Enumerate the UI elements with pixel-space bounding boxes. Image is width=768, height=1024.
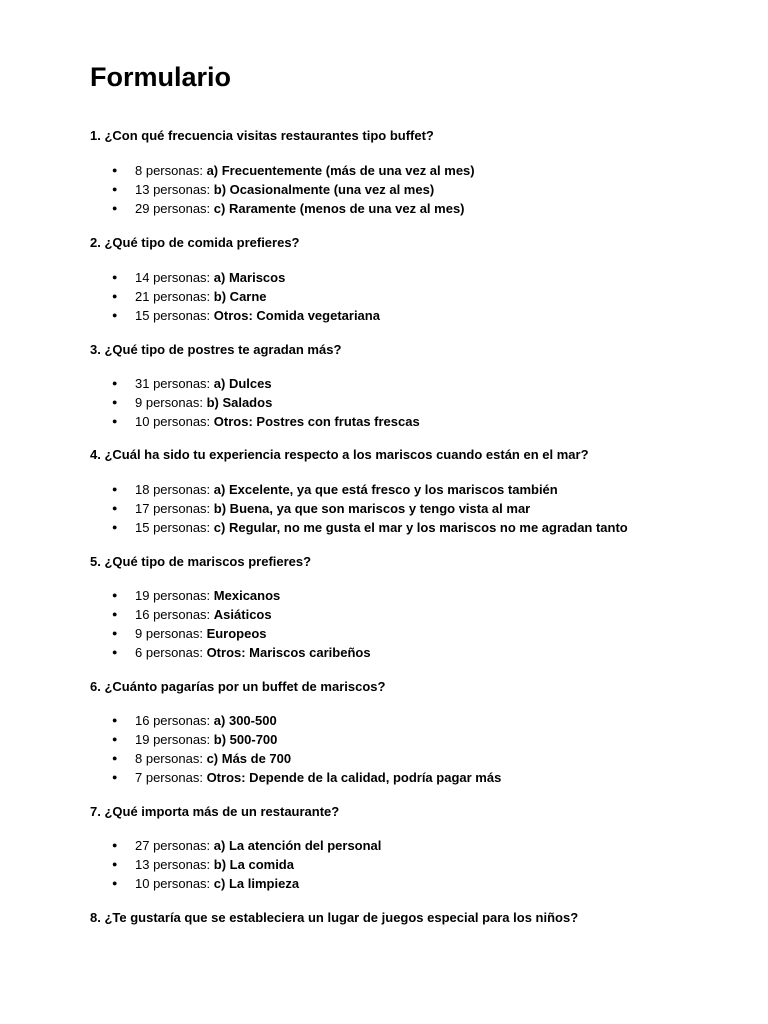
bullet-icon: ●	[112, 628, 118, 638]
bullet-icon: ●	[112, 772, 118, 782]
list-item: ● 10 personas: Otros: Postres con frutas frescas	[112, 414, 420, 429]
list-item: ● 16 personas: a) 300-500	[112, 713, 277, 728]
list-item: ● 10 personas: c) La limpieza	[112, 876, 300, 891]
list-item: ● 16 personas: Asiáticos	[112, 607, 272, 622]
bullet-icon: ●	[112, 840, 118, 850]
bullet-icon: ●	[112, 203, 118, 213]
list-item: ● 19 personas: b) 500-700	[112, 732, 278, 747]
bullet-icon: ●	[112, 397, 118, 407]
bullet-icon: ●	[112, 291, 118, 301]
bullet-icon: ●	[112, 859, 118, 869]
question-2: 2. ¿Qué tipo de comida prefieres?	[90, 235, 300, 250]
bullet-icon: ●	[112, 310, 118, 320]
bullet-icon: ●	[112, 609, 118, 619]
question-1: 1. ¿Con qué frecuencia visitas restaurantes tipo buffet?	[90, 128, 434, 143]
question-7: 7. ¿Qué importa más de un restaurante?	[90, 804, 340, 819]
bullet-icon: ●	[112, 647, 118, 657]
page-title: Formulario	[90, 62, 232, 92]
list-item: ● 15 personas: Otros: Comida vegetariana	[112, 308, 380, 323]
bullet-icon: ●	[112, 184, 118, 194]
answer-list-6	[90, 711, 501, 787]
question-3: 3. ¿Qué tipo de postres te agradan más?	[90, 342, 342, 357]
list-item: ● 19 personas: Mexicanos	[112, 588, 281, 603]
question-4: 4. ¿Cuál ha sido tu experiencia respecto a los mariscos cuando están en el mar?	[90, 447, 589, 462]
answer-list-3	[90, 374, 420, 431]
bullet-icon: ●	[112, 484, 118, 494]
bullet-icon: ●	[112, 734, 118, 744]
list-item: ● 14 personas: a) Mariscos	[112, 270, 286, 285]
bullet-icon: ●	[112, 753, 118, 763]
answer-list-7	[90, 836, 381, 893]
list-item: ● 17 personas: b) Buena, ya que son mariscos y tengo vista al mar	[112, 501, 531, 516]
list-item: ● 8 personas: a) Frecuentemente (más de una vez al mes)	[112, 163, 475, 178]
answer-list-5	[90, 586, 371, 662]
bullet-icon: ●	[112, 715, 118, 725]
answer-list-1	[90, 161, 475, 218]
list-item: ● 8 personas: c) Más de 700	[112, 751, 292, 766]
bullet-icon: ●	[112, 522, 118, 532]
list-item: ● 7 personas: Otros: Depende de la calidad, podría pagar más	[112, 770, 502, 785]
list-item: ● 18 personas: a) Excelente, ya que está fresco y los mariscos también	[112, 482, 558, 497]
question-6: 6. ¿Cuánto pagarías por un buffet de mariscos?	[90, 679, 386, 694]
answer-list-2	[90, 268, 380, 325]
question-5: 5. ¿Qué tipo de mariscos prefieres?	[90, 554, 312, 569]
list-item: ● 15 personas: c) Regular, no me gusta el mar y los mariscos no me agradan tanto	[112, 520, 628, 535]
list-item: ● 13 personas: b) La comida	[112, 857, 294, 872]
bullet-icon: ●	[112, 165, 118, 175]
list-item: ● 29 personas: c) Raramente (menos de una vez al mes)	[112, 201, 465, 216]
list-item: ● 31 personas: a) Dulces	[112, 376, 272, 391]
list-item: ● 9 personas: Europeos	[112, 626, 267, 641]
list-item: ● 6 personas: Otros: Mariscos caribeños	[112, 645, 371, 660]
bullet-icon: ●	[112, 416, 118, 426]
list-item: ● 9 personas: b) Salados	[112, 395, 273, 410]
list-item: ● 13 personas: b) Ocasionalmente (una vez al mes)	[112, 182, 435, 197]
answer-list-4	[90, 480, 628, 537]
bullet-icon: ●	[112, 378, 118, 388]
bullet-icon: ●	[112, 503, 118, 513]
bullet-icon: ●	[112, 272, 118, 282]
question-8: 8. ¿Te gustaría que se estableciera un lugar de juegos especial para los niños?	[90, 910, 579, 925]
bullet-icon: ●	[112, 590, 118, 600]
list-item: ● 27 personas: a) La atención del personal	[112, 838, 382, 853]
bullet-icon: ●	[112, 878, 118, 888]
list-item: ● 21 personas: b) Carne	[112, 289, 267, 304]
